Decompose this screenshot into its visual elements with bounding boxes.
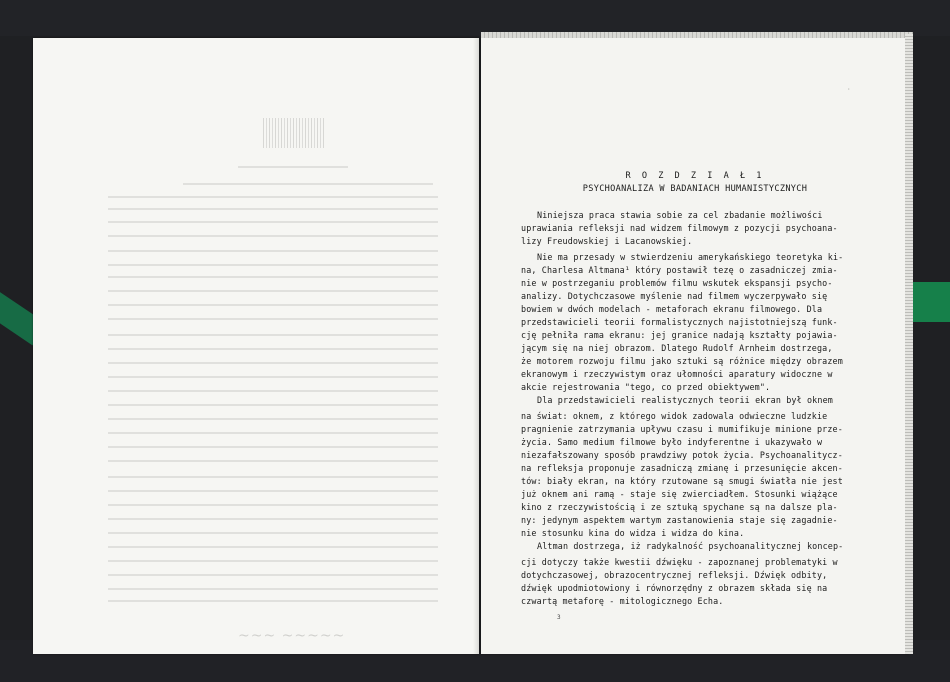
show-through-line <box>108 290 438 292</box>
corner-mark: · <box>847 86 851 93</box>
text-line: Dla przedstawicieli realistycznych teorii ekran był oknem <box>537 395 833 405</box>
text-line: cji dotyczy także kwestii dźwięku - zapoznanej problematyki w <box>521 557 838 567</box>
show-through-line <box>238 166 348 168</box>
show-through-line <box>108 404 438 406</box>
show-through-line <box>108 446 438 448</box>
show-through-line <box>108 532 438 534</box>
text-line: ekranowym i rzeczywistym oraz ułomności aparatury widoczne w <box>521 369 833 379</box>
show-through-line <box>108 518 438 520</box>
text-line: niezafałszowany sposób prawdziwy potok życia. Psychoanalitycz- <box>521 450 843 460</box>
show-through-line <box>108 588 438 590</box>
left-page-gutter <box>473 38 479 654</box>
text-line: bowiem w dwóch modelach - metaforach ekranu filmowego. Dla <box>521 304 823 314</box>
text-line: tów: biały ekran, na który rzutowane są smugi światła nie jest <box>521 476 843 486</box>
handwritten-shelfmark: ~~~ ~~~~~ <box>238 628 346 644</box>
text-line: że motorem rozwoju filmu jako sztuki są różnice między obrazem <box>521 356 843 366</box>
text-line: lizy Freudowskiej i Lacanowskiej. <box>521 236 693 246</box>
show-through-line <box>108 348 438 350</box>
show-through-line <box>108 264 438 266</box>
show-through-line <box>108 390 438 392</box>
show-through-line <box>108 196 438 198</box>
text-line: akcie rejestrowania "tego, co przed obiektywem". <box>521 382 771 392</box>
show-through-line <box>108 304 438 306</box>
text-line: przedstawicieli teorii formalistycznych najistotniejszą funk- <box>521 317 838 327</box>
text-line: dotychczasowej, obrazocentrycznej refleksji. Dźwięk odbity, <box>521 570 828 580</box>
text-line: czwartą metaforę - mitologicznego Echa. <box>521 596 724 606</box>
text-line: życia. Samo medium filmowe było indyferentne i ukazywało w <box>521 437 823 447</box>
text-line: już oknem ani ramą - staje się zwierciadłem. Stosunki wiążące <box>521 489 838 499</box>
library-barcode-stamp <box>263 118 325 148</box>
right-page <box>481 38 909 654</box>
text-line: na świat: oknem, z którego widok zadowala odwieczne ludzkie <box>521 411 828 421</box>
text-line: Nie ma przesady w stwierdzeniu amerykańskiego teoretyka ki- <box>537 252 844 262</box>
show-through-line <box>108 432 438 434</box>
show-through-line <box>108 600 438 602</box>
show-through-line <box>108 460 438 462</box>
text-line: na, Charlesa Altmana¹ który postawił tezę o zasadniczej zmia- <box>521 265 838 275</box>
left-page <box>33 38 479 654</box>
show-through-line <box>108 276 438 278</box>
show-through-line <box>108 418 438 420</box>
show-through-line <box>108 546 438 548</box>
scanner-top-band <box>0 0 950 36</box>
text-line: kino z rzeczywistością i ze sztuką spychane są na dalsze pla- <box>521 502 838 512</box>
show-through-line <box>183 183 433 185</box>
show-through-line <box>108 250 438 252</box>
page-number: 3 <box>557 614 561 621</box>
text-line: dźwięk upodmiotowiony i równorzędny z obrazem składa się na <box>521 583 828 593</box>
show-through-line <box>108 504 438 506</box>
text-line: jącym się na niej obrazom. Dlatego Rudolf Arnheim dostrzega, <box>521 343 833 353</box>
show-through-line <box>108 574 438 576</box>
page-stack-right-edge <box>905 34 913 654</box>
text-line: uprawiania refleksji nad widzem filmowym z pozycji psychoana- <box>521 223 838 233</box>
text-line: Altman dostrzega, iż radykalność psychoanalitycznej koncep- <box>537 541 844 551</box>
show-through-line <box>108 376 438 378</box>
text-line: pragnienie zatrzymania upływu czasu i mumifikuje minione prze- <box>521 424 843 434</box>
show-through-line <box>108 235 438 237</box>
show-through-line <box>108 318 438 320</box>
show-through-line <box>108 490 438 492</box>
chapter-subtitle: PSYCHOANALIZA W BADANIACH HUMANISTYCZNYCH <box>582 184 808 194</box>
show-through-line <box>108 334 438 336</box>
text-line: nie w postrzeganiu problemów filmu wskutek ekspansji psycho- <box>521 278 833 288</box>
show-through-line <box>108 221 438 223</box>
text-line: Niniejsza praca stawia sobie za cel zbadanie możliwości <box>537 210 823 220</box>
show-through-line <box>108 362 438 364</box>
show-through-line <box>108 208 438 210</box>
page-stack-top-edge <box>481 32 913 38</box>
text-line: cję pełniła rama ekranu: jej granice nadają kształty pojawia- <box>521 330 838 340</box>
text-line: ny: jedynym aspektem wartym zastanowienia staje się zagadnie- <box>521 515 838 525</box>
text-line: analizy. Dotychczasowe myślenie nad filmem wyczerpywało się <box>521 291 828 301</box>
show-through-line <box>108 560 438 562</box>
chapter-title: R O Z D Z I A Ł 1 <box>625 171 765 181</box>
text-line: na refleksja proponuje zasadniczą zmianę i przesunięcie akcen- <box>521 463 843 473</box>
show-through-line <box>108 476 438 478</box>
green-marker-right <box>908 282 950 322</box>
text-line: nie stosunku kina do widza i widza do kina. <box>521 528 745 538</box>
